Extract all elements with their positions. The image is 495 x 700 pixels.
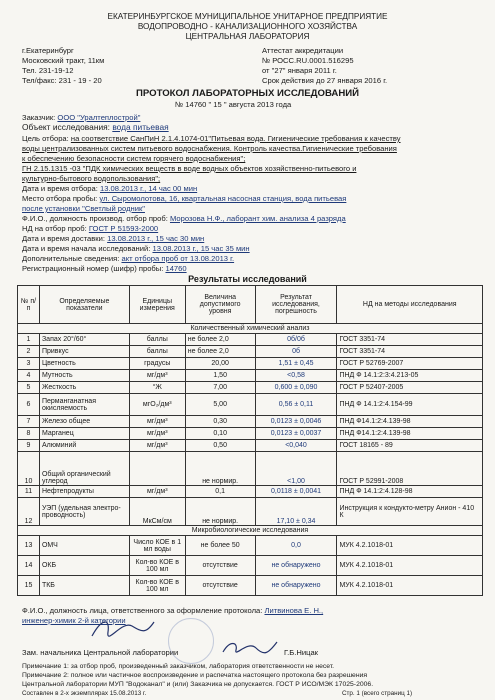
header-method: НД на методы исследования [337, 286, 483, 324]
row-limit: 0,50 [185, 440, 255, 452]
nd-value: ГОСТ Р 51593-2000 [88, 224, 159, 233]
row-indicator: Нефтепродукты [39, 486, 129, 498]
row-num: 5 [18, 382, 40, 394]
start-label: Дата и время начала исследований: [22, 244, 151, 253]
row-result: 17,10 ± 0,34 [255, 498, 337, 526]
row-limit: не нормир. [185, 452, 255, 486]
results-title: Результаты исследований [188, 274, 307, 284]
row-unit: мг/дм³ [129, 370, 185, 382]
header-limit: Величина допустимого уровня [185, 286, 255, 324]
row-limit: 0,30 [185, 416, 255, 428]
section-chemical: Количественный химический анализ [18, 324, 483, 334]
row-indicator: Алюминий [39, 440, 129, 452]
row-unit: баллы [129, 334, 185, 346]
row-indicator: УЭП (удельная электро-проводность) [39, 498, 129, 526]
row-num: 3 [18, 358, 40, 370]
sampler-value: Морозова Н.Ф., лаборант хим. анализа 4 разряда [169, 214, 346, 223]
table-header-row [18, 286, 483, 324]
signature-head [220, 636, 280, 658]
row-num: 11 [18, 486, 40, 498]
table-row [18, 536, 483, 556]
row-num: 8 [18, 428, 40, 440]
row-unit: мгО₂/дм³ [129, 394, 185, 416]
place-line2: после установки "Светлый родник" [22, 204, 145, 213]
row-method: ПНД Ф 14.1:2:3:4.213-05 [337, 370, 483, 382]
header-unit: Единицы измерения [129, 286, 185, 324]
table-row [18, 346, 483, 358]
purpose-line2: воды централизованных систем питьевого водоснабжения. Контроль качества.Гигиенические требования [22, 144, 397, 153]
row-indicator: Жесткость [39, 382, 129, 394]
purpose-line1: на соответствие СанПиН 2.1.4.1074-01"Питьевая вода. Гигиенические требования к качеству [70, 134, 401, 143]
table-row [18, 498, 483, 526]
row-method: ГОСТ Р 52991-2008 [337, 452, 483, 486]
row-method: МУК 4.2.1018-01 [337, 556, 483, 576]
responsible-name: Литвинова Е. Н., [264, 606, 324, 615]
row-result: 0,0123 ± 0,0046 [255, 416, 337, 428]
address-phone: Тел. 231-19-12 [22, 66, 74, 75]
row-unit: Кол-во КОЕ в 100 мл [129, 556, 185, 576]
row-num: 13 [18, 536, 40, 556]
row-indicator: Мутность [39, 370, 129, 382]
row-unit: мг/дм³ [129, 486, 185, 498]
row-method: ПНД Ф14.1:2:4.139-98 [337, 428, 483, 440]
row-indicator: Общий органический углерод [39, 452, 129, 486]
row-limit: 0,10 [185, 428, 255, 440]
row-method: ГОСТ 3351-74 [337, 346, 483, 358]
row-indicator: Привкус [39, 346, 129, 358]
start-value: 13.08.2013 г., 15 час 35 мин [152, 244, 250, 253]
purpose-line4: ГН 2.15.1315 -03 "ПДК химических веществ в воде водных объектов хозяйственно-питьевого и [22, 164, 357, 173]
row-method: ГОСТ 18165 - 89 [337, 440, 483, 452]
row-limit: не более 2,0 [185, 346, 255, 358]
footer-page: Стр. 1 (всего страниц 1) [342, 690, 413, 697]
table-row [18, 370, 483, 382]
row-unit: Число КОЕ в 1 мл воды [129, 536, 185, 556]
accreditation-valid: Срок действия до 27 января 2016 г. [262, 76, 388, 85]
row-num: 15 [18, 576, 40, 596]
table-row [18, 486, 483, 498]
header-indicator: Определяемые показатели [39, 286, 129, 324]
row-num: 9 [18, 440, 40, 452]
org-name-line3: ЦЕНТРАЛЬНАЯ ЛАБОРАТОРИЯ [185, 32, 310, 41]
address-city: г.Екатеринбург [22, 46, 74, 55]
row-result: 0,0 [255, 536, 337, 556]
address-fax: Тел/факс: 231 - 19 - 20 [22, 76, 102, 85]
accreditation-number: № РОСС.RU.0001.516295 [262, 56, 354, 65]
row-unit: МкСм/см [129, 498, 185, 526]
row-num: 10 [18, 452, 40, 486]
regnum-label: Регистрационный номер (шифр) пробы: [22, 264, 164, 273]
row-num: 12 [18, 498, 40, 526]
row-limit: 0,1 [185, 486, 255, 498]
header-result: Результат исследования, погрешность [255, 286, 337, 324]
place-line1: ул. Сыромолотова, 16, квартальная насосная станция, вода питьевая [99, 194, 347, 203]
row-method: МУК 4.2.1018-01 [337, 576, 483, 596]
row-result: 0,0118 ± 0,0041 [255, 486, 337, 498]
row-limit: 1,50 [185, 370, 255, 382]
row-limit: не более 2,0 [185, 334, 255, 346]
table-row [18, 576, 483, 596]
row-unit: градусы [129, 358, 185, 370]
row-result: 1,51 ± 0,45 [255, 358, 337, 370]
org-name-line1: ЕКАТЕРИНБУРГСКОЕ МУНИЦИПАЛЬНОЕ УНИТАРНОЕ ПРЕДПРИЯТИЕ [107, 12, 388, 21]
row-method: ГОСТ 3351-74 [337, 334, 483, 346]
row-method: ПНД Ф 14.1:2:4.154-99 [337, 394, 483, 416]
row-num: 6 [18, 394, 40, 416]
row-limit: 20,00 [185, 358, 255, 370]
customer-label: Заказчик: [22, 113, 56, 122]
table-row [18, 358, 483, 370]
row-indicator: Марганец [39, 428, 129, 440]
note-1: Примечание 1: за отбор проб, произведенный заказчиком, лаборатория ответственности не несет. [22, 663, 335, 670]
row-method: ПНД Ф14.1:2:4.139-98 [337, 416, 483, 428]
row-unit: °Ж [129, 382, 185, 394]
table-row [18, 440, 483, 452]
row-result: 0,600 ± 0,090 [255, 382, 337, 394]
sampler-label: Ф.И.О., должность производ. отбор проб: [22, 214, 168, 223]
table-row [18, 334, 483, 346]
table-row [18, 416, 483, 428]
row-indicator: Цветность [39, 358, 129, 370]
row-method: Инструкция к кондукто-метру Анион - 410 К [337, 498, 483, 526]
purpose-line3: к обеспечению безопасности систем горячего водоснабжения"; [22, 154, 246, 163]
row-indicator: Запах 20°/60° [39, 334, 129, 346]
head-name: Г.Б.Ницак [284, 648, 319, 657]
row-result: 0б [255, 346, 337, 358]
row-method: МУК 4.2.1018-01 [337, 536, 483, 556]
table-row [18, 382, 483, 394]
signature-responsible [88, 614, 158, 642]
row-result: <0,58 [255, 370, 337, 382]
note-2a: Примечание 2: полное или частичное воспроизведение и распечатка настоящего протокола без разрешения [22, 672, 368, 679]
footer-copies: Составлен в 2-х экземплярах 15.08.2013 г. [22, 690, 147, 697]
row-result: не обнаружено [255, 576, 337, 596]
table-row [18, 428, 483, 440]
customer-value: ООО "Уралтеплострой" [57, 113, 141, 122]
row-method: ГОСТ Р 52407-2005 [337, 382, 483, 394]
row-limit: отсутствие [185, 556, 255, 576]
sample-datetime-label: Дата и время отбора: [22, 184, 98, 193]
row-num: 4 [18, 370, 40, 382]
header-num: № п/п [18, 286, 40, 324]
responsible-label: Ф.И.О., должность лица, ответственного за оформление протокола: [22, 606, 263, 615]
row-num: 2 [18, 346, 40, 358]
row-unit: мг/дм³ [129, 440, 185, 452]
row-num: 7 [18, 416, 40, 428]
row-limit: не более 50 [185, 536, 255, 556]
row-result: <0,040 [255, 440, 337, 452]
row-indicator: ОМЧ [39, 536, 129, 556]
table-row [18, 394, 483, 416]
row-num: 1 [18, 334, 40, 346]
purpose-line5: культурно-бытового водопользования"; [22, 174, 161, 183]
accreditation-issued: от "27" января 2011 г. [262, 66, 337, 75]
address-street: Московский тракт, 11км [22, 56, 105, 65]
row-limit: отсутствие [185, 576, 255, 596]
row-indicator: Перманганатная окисляемость [39, 394, 129, 416]
sample-datetime-value: 13.08.2013 г., 14 час 00 мин [100, 184, 198, 193]
row-method: ПНД Ф 14.1:2:4.128-98 [337, 486, 483, 498]
row-unit: Кол-во КОЕ в 100 мл [129, 576, 185, 596]
object-label: Объект исследования: [22, 122, 110, 132]
row-method: ГОСТ Р 52769-2007 [337, 358, 483, 370]
row-result: <1,00 [255, 452, 337, 486]
table-row [18, 556, 483, 576]
row-result: 0,0123 ± 0,0037 [255, 428, 337, 440]
row-unit [129, 452, 185, 486]
purpose-label: Цель отбора: [22, 134, 69, 143]
regnum-value: 14760 [165, 264, 187, 273]
row-indicator: ОКБ [39, 556, 129, 576]
row-indicator: Железо общее [39, 416, 129, 428]
protocol-number: № 14760 " 15 " августа 2013 года [175, 100, 292, 109]
row-limit: 7,00 [185, 382, 255, 394]
delivery-value: 13.08.2013 г., 15 час 30 мин [107, 234, 205, 243]
row-unit: мг/дм³ [129, 428, 185, 440]
row-limit: не нормир. [185, 498, 255, 526]
protocol-title: ПРОТОКОЛ ЛАБОРАТОРНЫХ ИССЛЕДОВАНИЙ [135, 88, 360, 99]
nd-label: НД на отбор проб: [22, 224, 87, 233]
responsible-position: инженер-химик 2-й категории [22, 616, 126, 625]
accreditation-title: Аттестат аккредитации [262, 46, 344, 55]
org-name-line2: ВОДОПРОВОДНО - КАНАЛИЗАЦИОННОГО ХОЗЯЙСТВА [137, 22, 358, 31]
row-unit: мг/дм³ [129, 416, 185, 428]
row-indicator: ТКБ [39, 576, 129, 596]
note-2b: Центральной лаборатории МУП "Водоканал" и (или) Заказчика не допускается. ГОСТ Р ИСО/МЭК 17025-2006. [22, 681, 374, 688]
row-unit: баллы [129, 346, 185, 358]
results-table [17, 285, 483, 596]
row-num: 14 [18, 556, 40, 576]
extra-label: Дополнительные сведения: [22, 254, 120, 263]
lab-stamp [168, 618, 214, 664]
row-result: 0б/0б [255, 334, 337, 346]
row-limit: 5,00 [185, 394, 255, 416]
head-position: Зам. начальника Центральной лаборатории [22, 648, 179, 657]
table-row [18, 452, 483, 486]
section-micro: Микробиологические исследования [18, 526, 483, 536]
place-label: Место отбора пробы: [22, 194, 98, 203]
delivery-label: Дата и время доставки: [22, 234, 105, 243]
object-value: вода питьевая [112, 122, 169, 132]
extra-value: акт отбора проб от 13.08.2013 г. [121, 254, 235, 263]
row-result: не обнаружено [255, 556, 337, 576]
row-result: 0,56 ± 0,11 [255, 394, 337, 416]
